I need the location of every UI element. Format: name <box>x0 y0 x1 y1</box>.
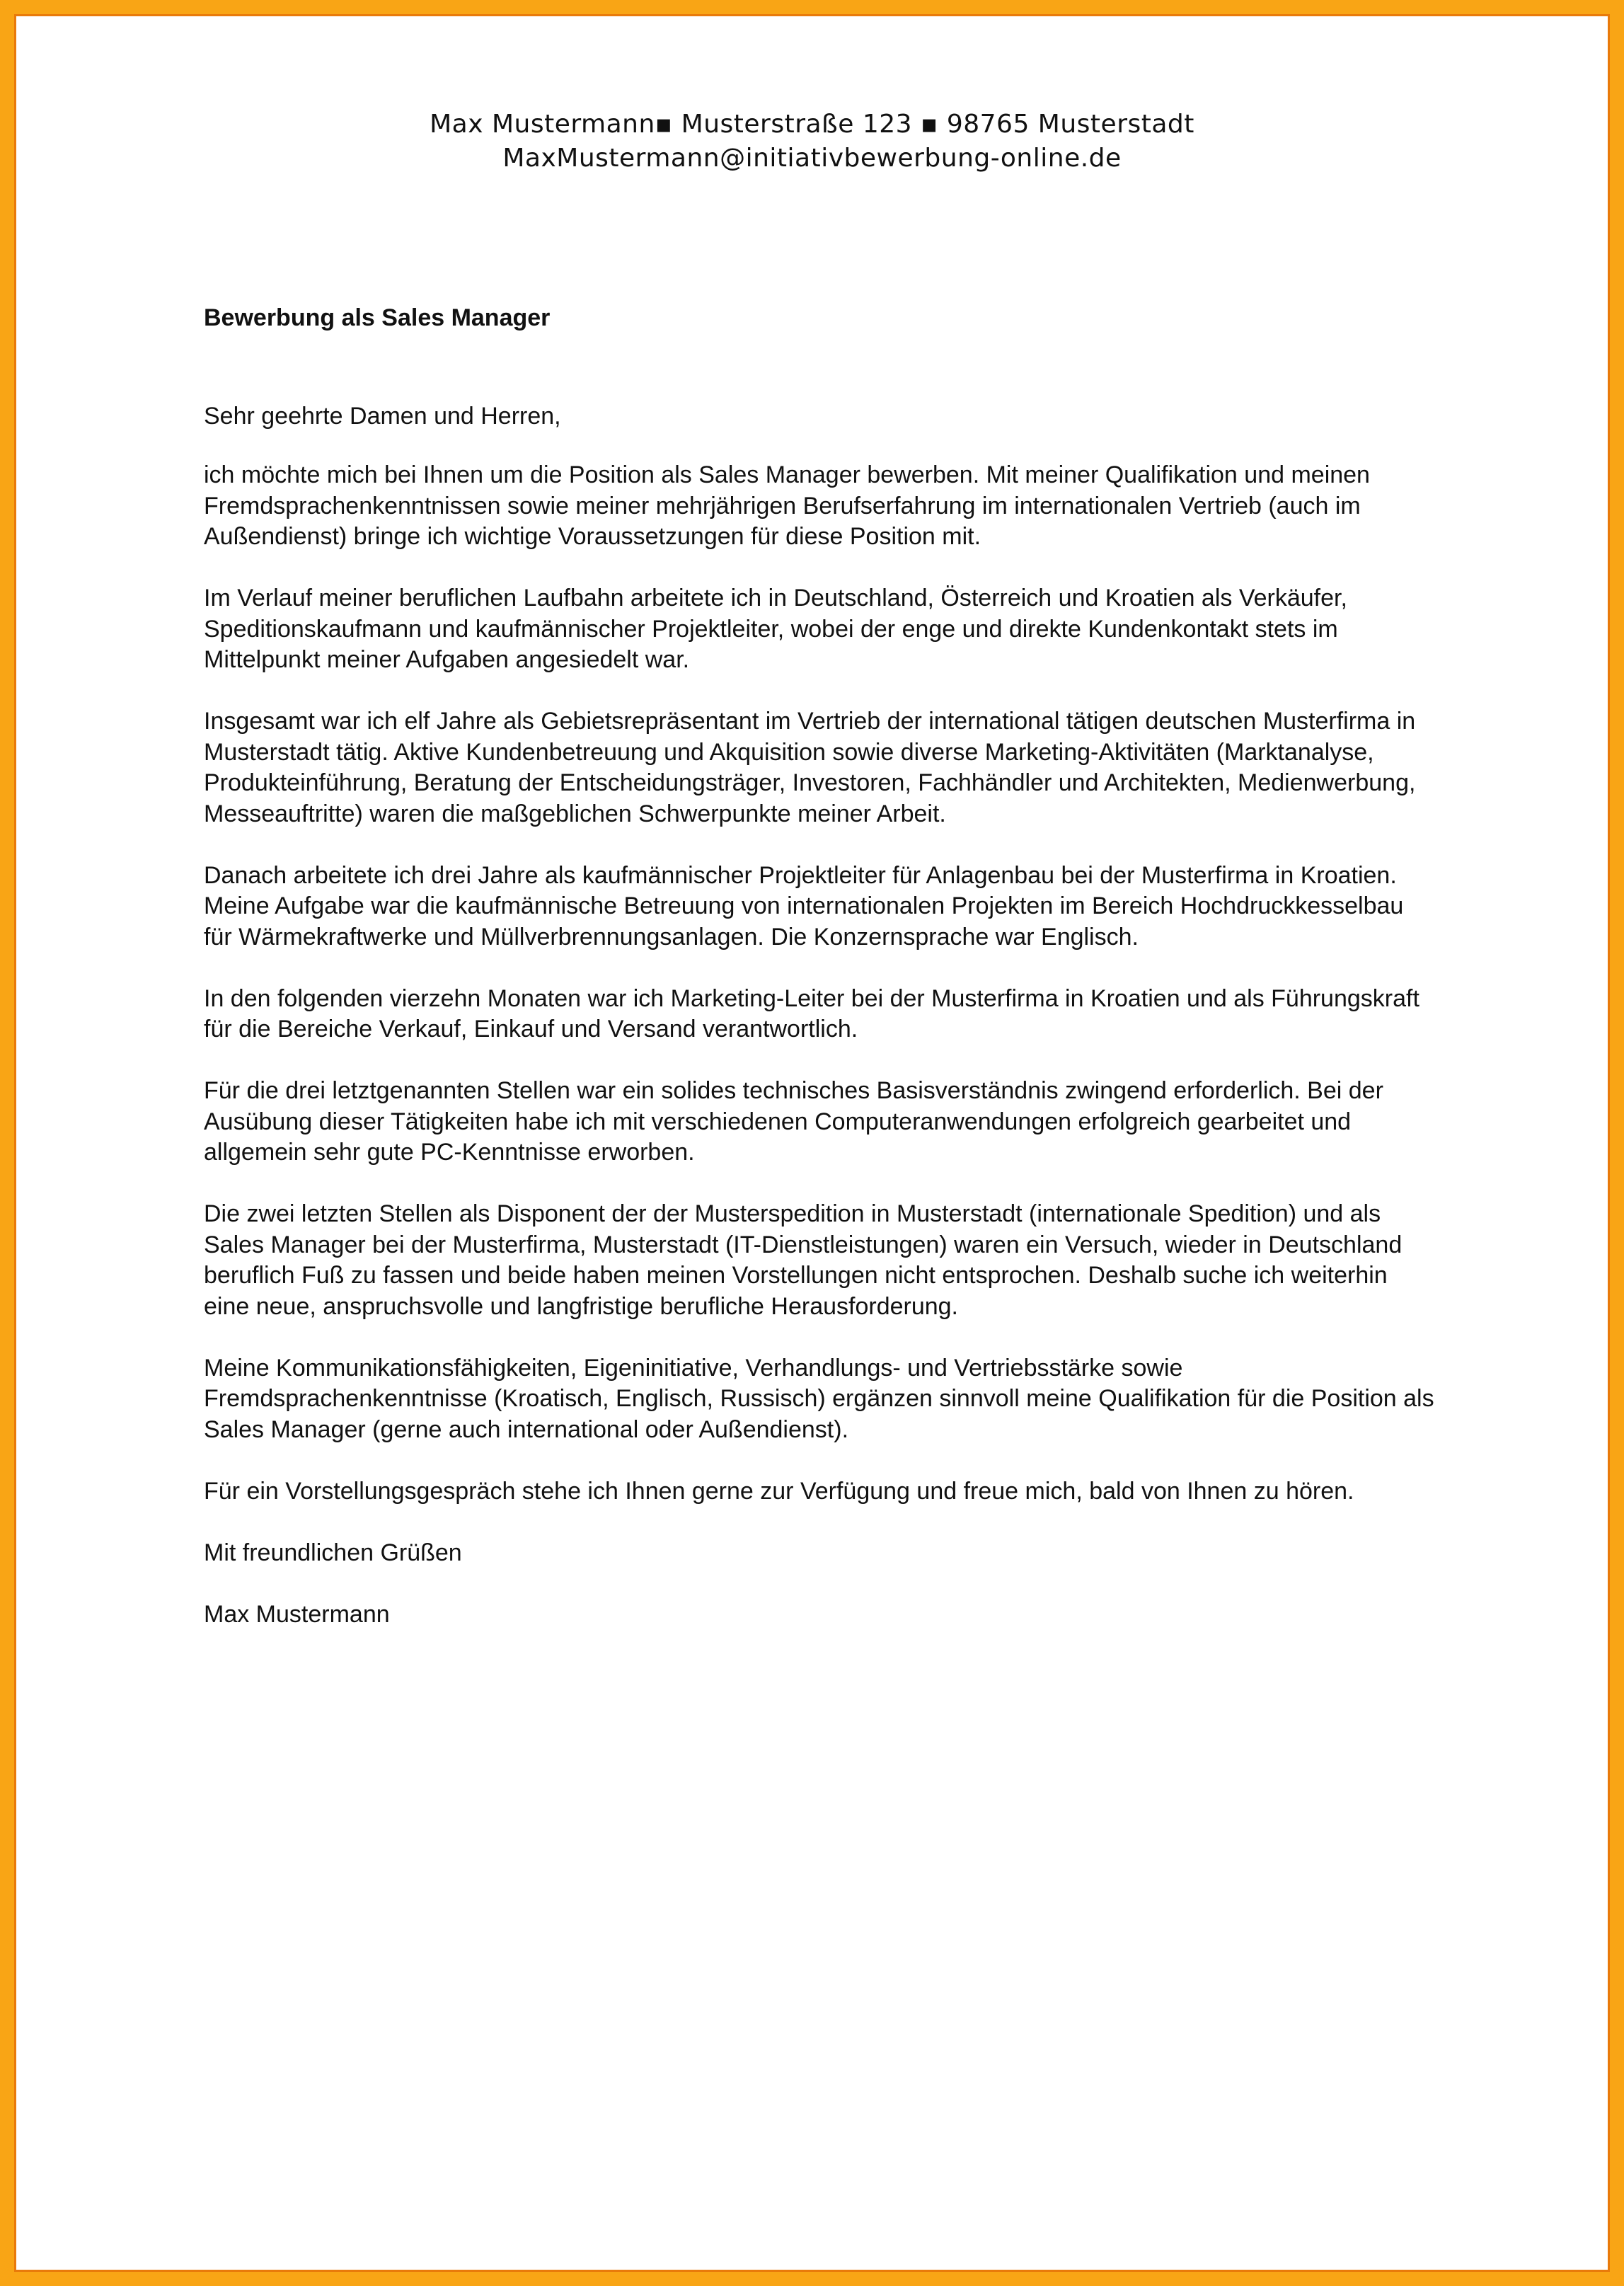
sender-email: MaxMustermann@initiativbewerbung-online.de <box>502 144 1122 173</box>
letter-paragraph: Für die drei letztgenannten Stellen war ein solides technisches Basisverständnis zwingend erforderlich. Bei der Ausübung dieser Tätigkeiten habe ich mit verschiedenen Computeranwendungen erfolgreich gearbeitet und allgemein sehr gute PC-Kenntnisse erworben. <box>204 1077 1383 1166</box>
letter-closing: Mit freundlichen Grüßen <box>204 1539 462 1566</box>
sender-header <box>0 108 1624 176</box>
letter-paragraph: Danach arbeitete ich drei Jahre als kaufmännischer Projektleiter für Anlagenbau bei der Musterfirma in Kroatien. Meine Aufgabe war die kaufmännische Betreuung von internationalen Projekten im Bereich Hochdruckkesselbau für Wärmekraftwerke und Müllverbrennungsanlagen. Die Konzernsprache war Englisch. <box>204 861 1404 950</box>
sender-address: Max Mustermann▪ Musterstraße 123 ▪ 98765 Musterstadt <box>430 110 1194 139</box>
letter-paragraph: Im Verlauf meiner beruflichen Laufbahn arbeitete ich in Deutschland, Österreich und Kroatien als Verkäufer, Speditionskaufmann und kaufmännischer Projektleiter, wobei der enge und direkte Kundenkontakt stets im Mittelpunkt meiner Aufgaben angesiedelt war. <box>204 585 1347 673</box>
letter-paragraph: ich möchte mich bei Ihnen um die Position als Sales Manager bewerben. Mit meiner Qualifikation und meinen Fremdsprachenkenntnissen sowie meiner mehrjährigen Berufserfahrung im internationalen Vertrieb (auch im Außendienst) bringe ich wichtige Voraussetzungen für diese Position mit. <box>204 461 1370 550</box>
letter-signature: Max Mustermann <box>204 1600 390 1628</box>
letter-subject: Bewerbung als Sales Manager <box>204 304 551 331</box>
letter-paragraph: In den folgenden vierzehn Monaten war ich Marketing-Leiter bei der Musterfirma in Kroatien und als Führungskraft für die Bereiche Verkauf, Einkauf und Versand verantwortlich. <box>204 984 1419 1043</box>
letter-paragraph: Meine Kommunikationsfähigkeiten, Eigeninitiative, Verhandlungs- und Vertriebsstärke sowie Fremdsprachenkenntnisse (Kroatisch, Englisch, Russisch) ergänzen sinnvoll meine Qualifikation für die Position als Sales Manager (gerne auch international oder Außendienst). <box>204 1354 1434 1443</box>
letter-body <box>204 303 1435 1630</box>
letter-paragraph: Für ein Vorstellungsgespräch stehe ich Ihnen gerne zur Verfügung und freue mich, bald von Ihnen zu hören. <box>204 1477 1354 1505</box>
letter-paragraph: Die zwei letzten Stellen als Disponent der der Musterspedition in Musterstadt (internationale Spedition) und als Sales Manager bei der Musterfirma, Musterstadt (IT-Dienstleistungen) waren ein Versuch, wieder in Deutschland beruflich Fuß zu fassen und beide haben meinen Vorstellungen nicht entsprochen. Deshalb suche ich weiterhin eine neue, anspruchsvolle und langfristige berufliche Herausforderung. <box>204 1200 1403 1320</box>
letter-paragraph: Insgesamt war ich elf Jahre als Gebietsrepräsentant im Vertrieb der international tätigen deutschen Musterfirma in Musterstadt tätig. Aktive Kundenbetreuung und Akquisition sowie diverse Marketing-Aktivitäten (Marktanalyse, Produkteinführung, Beratung der Entscheidungsträger, Investoren, Fachhändler und Architekten, Medienwerbung, Messeauftritte) waren die maßgeblichen Schwerpunkte meiner Arbeit. <box>204 708 1416 827</box>
letter-salutation: Sehr geehrte Damen und Herren, <box>204 402 561 430</box>
